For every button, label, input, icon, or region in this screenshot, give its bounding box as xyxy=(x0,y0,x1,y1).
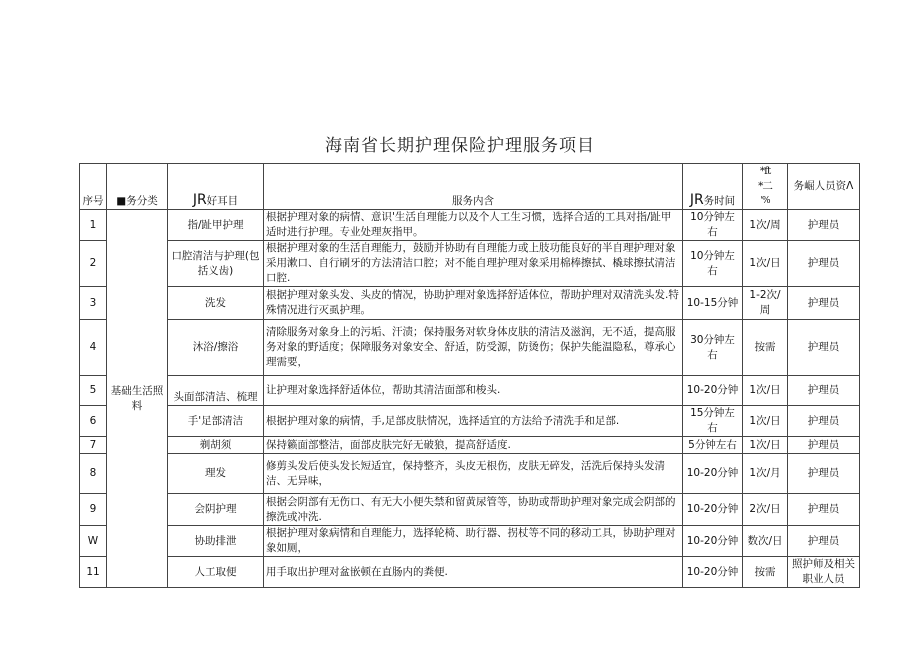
table-row xyxy=(80,210,860,241)
row-time: 10-20分钟 xyxy=(683,454,743,494)
row-seq: 2 xyxy=(80,241,107,287)
row-seq: 11 xyxy=(80,557,107,588)
row-frequency: 2次/日 xyxy=(743,494,788,526)
table-row xyxy=(80,557,860,588)
row-staff: 护理员 xyxy=(788,406,860,437)
row-time: 10分钟左右 xyxy=(683,210,743,241)
table-row xyxy=(80,287,860,320)
row-staff: 护理员 xyxy=(788,210,860,241)
row-item: 剃胡须 xyxy=(168,437,264,454)
row-item: 洗发 xyxy=(168,287,264,320)
row-item: 人工取便 xyxy=(168,557,264,588)
row-time: 10-20分钟 xyxy=(683,494,743,526)
header-item xyxy=(168,164,264,210)
header-time-prefix: JR xyxy=(689,192,704,208)
row-staff: 护理员 xyxy=(788,437,860,454)
header-item-label: 好耳目 xyxy=(206,195,239,207)
row-item: 口腔清洁与护理(包括义齿) xyxy=(168,241,264,287)
row-content: 用手取出护理对盆嵌顿在直肠内的粪便. xyxy=(264,557,683,588)
row-item: 协助排泄 xyxy=(168,526,264,557)
header-frequency-line1: *ft xyxy=(759,165,771,177)
row-content: 保持籁面部整洁，面部皮肤完好无破狼，提高舒适度. xyxy=(264,437,683,454)
row-content: 根据护理对象的病情、意识'生活自理能力以及个人工生习惯，选择合适的工具对指/趾甲适时进行护理。专业处理灰指甲。 xyxy=(264,210,683,241)
row-frequency: 1次/日 xyxy=(743,376,788,406)
row-time: 10-20分钟 xyxy=(683,526,743,557)
row-frequency: 按需 xyxy=(743,557,788,588)
row-time: 5分钟左右 xyxy=(683,437,743,454)
row-seq: 4 xyxy=(80,320,107,376)
row-seq: 5 xyxy=(80,376,107,406)
row-content: 让护理对象选择舒适体位，帮助其清洁面部和梭头. xyxy=(264,376,683,406)
header-staff: 务崛人员资Λ xyxy=(788,164,860,210)
row-staff: 护理员 xyxy=(788,241,860,287)
header-content: 服务内含 xyxy=(264,164,683,210)
row-staff: 护理员 xyxy=(788,454,860,494)
row-time: 10分钟左右 xyxy=(683,241,743,287)
category-cell: 基础生活照料 xyxy=(107,210,168,588)
row-content: 根据护理对象病情和自理能力，选择轮椅、助行器、拐杖等不同的移动工具，协助护理对象如厕， xyxy=(264,526,683,557)
row-staff: 照护师及相关职业人员 xyxy=(788,557,860,588)
row-frequency: 数次/日 xyxy=(743,526,788,557)
page-title: 海南省长期护理保险护理服务项目 xyxy=(325,136,595,156)
row-seq: 6 xyxy=(80,406,107,437)
row-staff: 护理员 xyxy=(788,320,860,376)
table-row xyxy=(80,376,860,406)
row-frequency: 1次/日 xyxy=(743,241,788,287)
row-seq: 9 xyxy=(80,494,107,526)
row-seq: 1 xyxy=(80,210,107,241)
header-frequency-line2: *二 xyxy=(758,180,772,192)
row-frequency: 1次/日 xyxy=(743,437,788,454)
row-seq: W xyxy=(80,526,107,557)
row-item: 理发 xyxy=(168,454,264,494)
row-content: 根据护理对象的生活自理能力，鼓励并协助有自理能力或上肢功能良好的半自理护理对象采用漱口、自行刷牙的方法清洁口腔；对不能自理护理对象采用棉棒擦拭、橇球擦拭清洁口腔. xyxy=(264,241,683,287)
row-seq: 7 xyxy=(80,437,107,454)
row-frequency: 1次/月 xyxy=(743,454,788,494)
row-content: 清除服务对象身上的污垢、汗渍；保持服务对软身体皮肤的清洁及滋润，无不适，提高服务对象的野适度；保障服务对象安全、舒适，防受源，防烫伤；保护失能温隐私，尊承心理需要， xyxy=(264,320,683,376)
row-staff: 护理员 xyxy=(788,376,860,406)
service-table xyxy=(79,163,860,588)
row-item: 会阴护理 xyxy=(168,494,264,526)
row-item: 手'足部清洁 xyxy=(168,406,264,437)
row-time: 10-20分钟 xyxy=(683,376,743,406)
row-time: 15分钟左右 xyxy=(683,406,743,437)
row-seq: 3 xyxy=(80,287,107,320)
row-frequency: 1-2次/周 xyxy=(743,287,788,320)
row-staff: 护理员 xyxy=(788,494,860,526)
row-frequency: 按需 xyxy=(743,320,788,376)
table-row xyxy=(80,437,860,454)
row-seq: 8 xyxy=(80,454,107,494)
table-row xyxy=(80,406,860,437)
row-item: 指/趾甲护理 xyxy=(168,210,264,241)
row-item: 头面部清洁、梳理 xyxy=(168,376,264,406)
row-content: 修剪头发后使头发长短适宜，保持整齐，头皮无根伤，皮肤无碎发，活洗后保持头发清洁、无异味， xyxy=(264,454,683,494)
header-item-prefix: JR xyxy=(192,192,207,208)
table-row xyxy=(80,526,860,557)
row-staff: 护理员 xyxy=(788,526,860,557)
table-row xyxy=(80,241,860,287)
header-frequency-line3: '% xyxy=(760,196,770,206)
header-time-label: 务时间 xyxy=(703,195,736,207)
row-content: 根据会阴部有无伤口、有无大小便失禁和留黄尿管等，协助或帮助护理对象完成会阴部的擦洗或冲洗. xyxy=(264,494,683,526)
row-time: 10-15分钟 xyxy=(683,287,743,320)
header-time xyxy=(683,164,743,210)
row-content: 根据护理对象头发、头皮的情况，协助护理对象选择舒适体位，帮助护理对双清洗头发.特殊情况进行灭虱护理。 xyxy=(264,287,683,320)
header-category: ■务分类 xyxy=(107,164,168,210)
table-row xyxy=(80,494,860,526)
row-item: 沐浴/擦浴 xyxy=(168,320,264,376)
row-frequency: 1次/日 xyxy=(743,406,788,437)
row-time: 10-20分钟 xyxy=(683,557,743,588)
table-row xyxy=(80,454,860,494)
row-time: 30分钟左右 xyxy=(683,320,743,376)
header-seq: 序号 xyxy=(80,164,107,210)
row-content: 根据护理对象的病情，手,足部皮肤情况，选择适宜的方法给予清洗手和足部. xyxy=(264,406,683,437)
table-row xyxy=(80,320,860,376)
header-row xyxy=(80,164,860,210)
row-staff: 护理员 xyxy=(788,287,860,320)
header-frequency xyxy=(743,164,788,210)
row-frequency: 1次/周 xyxy=(743,210,788,241)
